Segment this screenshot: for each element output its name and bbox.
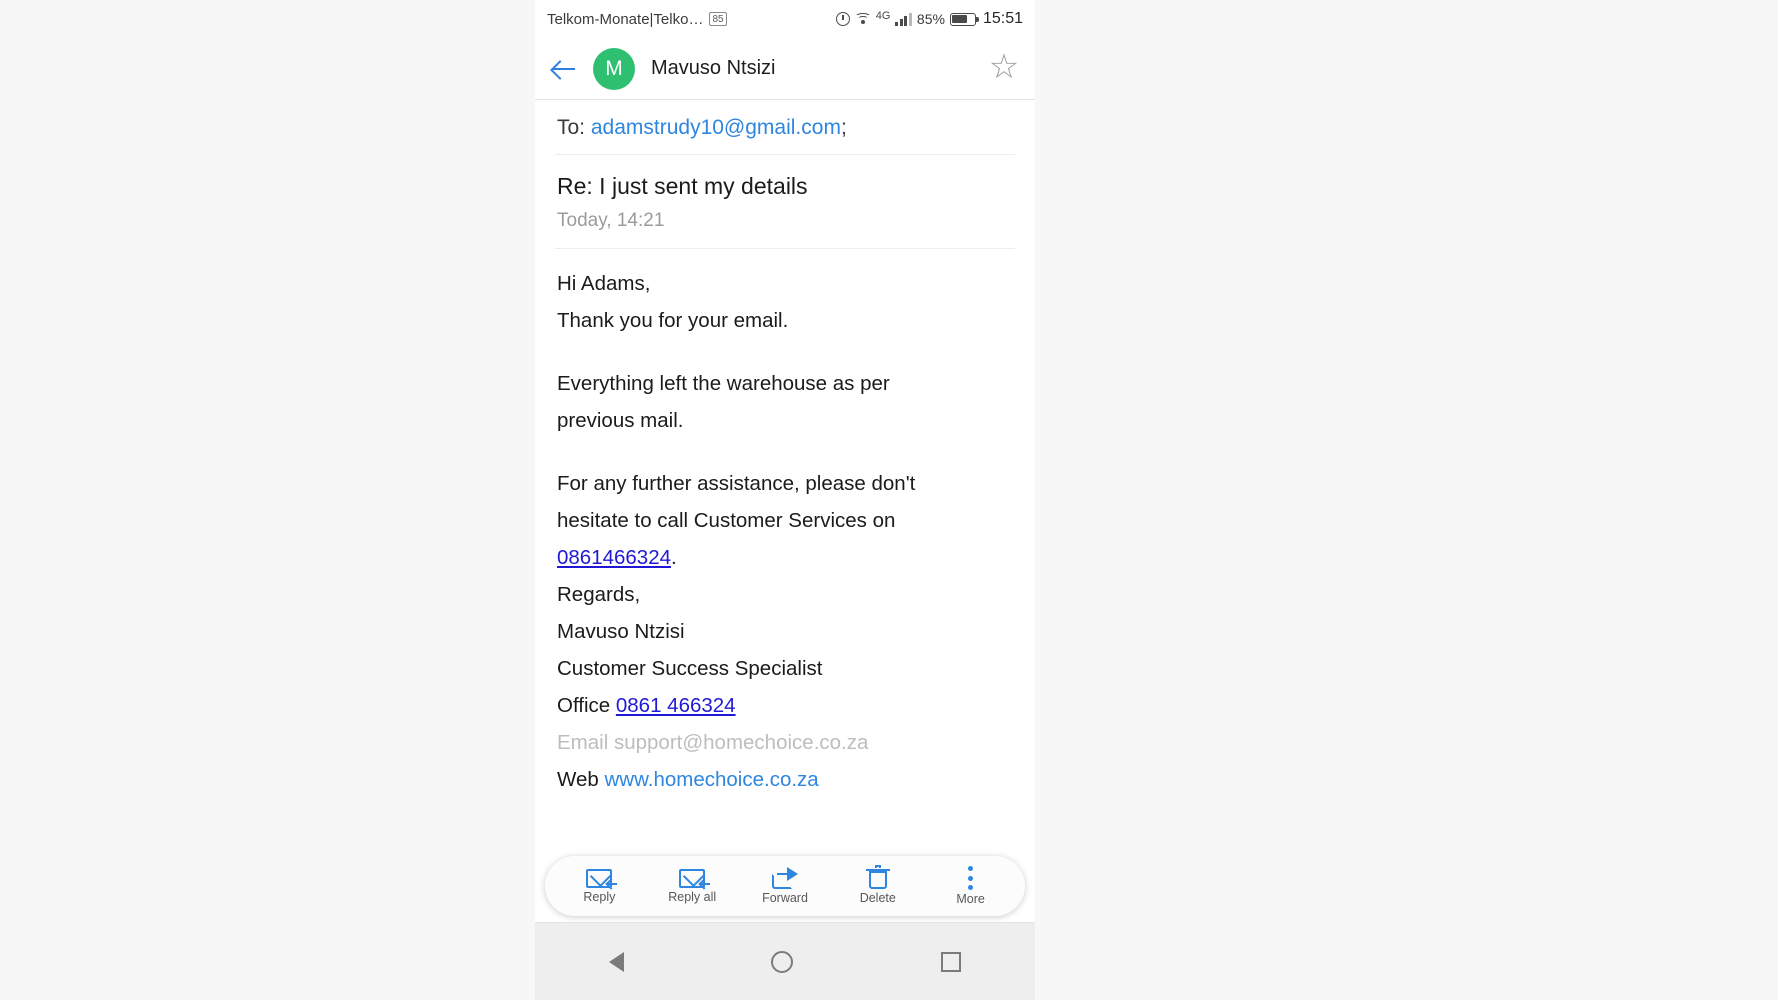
message-date: Today, 14:21 (555, 200, 1015, 249)
body-para2-end: . (671, 546, 677, 569)
system-nav-bar (535, 922, 1035, 1000)
body-para1-line1: Everything left the warehouse as per (557, 372, 890, 395)
body-para1-line2: previous mail. (557, 409, 684, 432)
delete-label: Delete (859, 891, 896, 905)
reply-button[interactable] (558, 869, 640, 904)
signature-web-link[interactable]: www.homechoice.co.za (604, 768, 819, 791)
reply-label: Reply (583, 889, 616, 904)
battery-percent-label: 85% (916, 11, 945, 27)
body-para2-line2: hesitate to call Customer Services on (557, 509, 896, 532)
subject-line: Re: I just sent my details (557, 173, 808, 199)
signature-title: Customer Success Specialist (557, 657, 823, 680)
message-action-bar (545, 856, 1025, 916)
back-arrow-icon[interactable] (549, 54, 579, 84)
reply-all-label: Reply all (668, 889, 717, 904)
nav-recents-square-icon[interactable] (941, 952, 961, 972)
delete-button[interactable] (837, 867, 919, 905)
to-address[interactable]: adamstrudy10@gmail.com (590, 116, 841, 139)
nav-home-circle-icon[interactable] (771, 951, 793, 973)
trash-icon (868, 867, 888, 889)
star-icon[interactable]: ☆ (988, 47, 1020, 86)
status-bar (535, 0, 1035, 38)
battery-icon (950, 13, 976, 26)
forward-arrow-icon (772, 867, 798, 889)
signature-email-label: Email (557, 731, 609, 754)
phone-link-2[interactable]: 0861 466324 (615, 694, 736, 717)
to-label: To: (557, 116, 586, 139)
sim-badge: 85 (709, 12, 726, 26)
forward-button[interactable] (744, 867, 826, 905)
carrier-label: Telkom-Monate|Telko… (547, 10, 704, 28)
network-type-label: 4G (875, 10, 891, 22)
phone-screen (535, 0, 1035, 1000)
body-para2-line1: For any further assistance, please don't (557, 472, 916, 495)
signature-web-label: Web (557, 768, 599, 791)
more-button[interactable] (930, 866, 1012, 906)
reply-envelope-icon (586, 869, 612, 888)
clock-label: 15:51 (982, 10, 1023, 27)
forward-label: Forward (762, 891, 808, 905)
body-greeting: Hi Adams, (557, 272, 651, 295)
signature-office-label: Office (557, 694, 611, 717)
body-thanks: Thank you for your email. (557, 309, 789, 332)
app-bar (535, 38, 1035, 100)
more-label: More (956, 892, 985, 906)
signal-icon (895, 13, 912, 26)
signature-email[interactable]: support@homechoice.co.za (613, 731, 869, 754)
reply-all-button[interactable] (651, 869, 733, 904)
phone-link-1[interactable]: 0861466324 (557, 546, 672, 569)
nav-back-triangle-icon[interactable] (609, 952, 624, 972)
to-suffix: ; (840, 116, 847, 139)
kebab-menu-icon (968, 866, 974, 890)
signature-name: Mavuso Ntzisi (557, 620, 685, 643)
avatar: M (593, 48, 635, 90)
recipient-row[interactable] (555, 100, 1015, 155)
wifi-icon (855, 13, 871, 26)
signature-regards: Regards, (557, 583, 641, 606)
reply-all-envelope-icon (679, 869, 705, 888)
message-pane (535, 100, 1035, 798)
alarm-icon (836, 12, 850, 26)
sender-name: Mavuso Ntsizi (651, 57, 776, 79)
message-body (555, 249, 1015, 798)
